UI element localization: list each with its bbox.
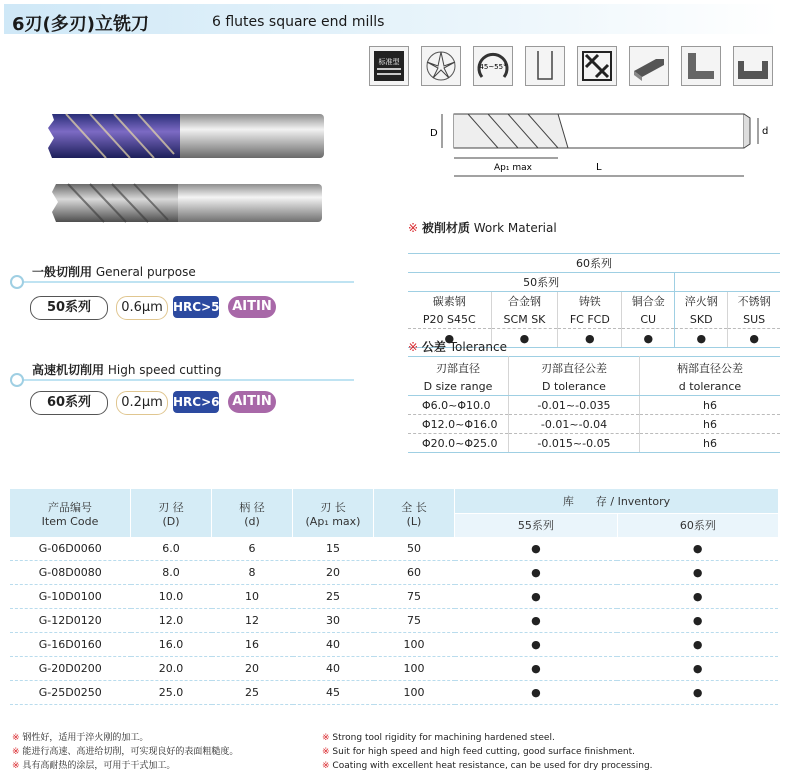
cell-d: 8.0 [131,561,212,585]
tol-header-cn: 刃部直径公差 [509,357,640,378]
cell-item-code: G-20D0200 [10,657,131,681]
material-col-code: SKD [675,310,728,329]
tol-cell: Φ12.0~Φ16.0 [408,415,509,434]
cell-inv-55: ● [455,561,618,585]
cutting-mode-icon [577,46,617,86]
material-title-en: Work Material [473,221,557,235]
general-label-cn: 一般切削用 [32,265,93,279]
hardness-badge: HRC>50 [173,296,219,318]
cell-shank: 12 [212,609,293,633]
tolerance-mark: ※ [408,340,419,354]
slotting-icon [629,46,669,86]
tolerance-title-en: Tolerance [449,340,507,354]
cell-d: 25.0 [131,681,212,705]
tol-cell: h6 [640,396,781,415]
cell-inv-60: ● [617,657,778,681]
cell-shank: 20 [212,657,293,681]
cell-shank: 10 [212,585,293,609]
coating-type-badge-60: AITIN [228,391,276,413]
material-col-code: CU [622,310,675,329]
cell-length: 15 [293,537,374,561]
material-title-cn: 被削材质 [421,221,470,235]
table-row [10,585,778,609]
highspeed-label-cn: 高速机切削用 [32,363,105,377]
footnote-en-text: Suit for high speed and high feed cutting, good surface finishment. [332,747,636,757]
cell-inv-55: ● [455,681,618,705]
tool-image-uncoated [52,180,324,226]
tool-image-coated [46,108,326,164]
helix-45-55-icon [473,46,513,86]
series-50-badge: 50系列 [30,296,108,320]
coating-type-badge: AITIN [228,296,276,318]
product-table [10,489,778,705]
cell-d: 16.0 [131,633,212,657]
cell-shank: 6 [212,537,293,561]
hardness-badge-60: HRC>60 [173,391,219,413]
col-total-cn: 全 长 [401,500,427,514]
cell-d: 12.0 [131,609,212,633]
cell-inv-60: ● [617,537,778,561]
tol-cell: h6 [640,434,781,453]
coating-thickness-badge: 0.6μm [116,296,168,320]
general-divider [22,281,354,283]
cell-inv-60: ● [617,561,778,585]
foot-mark: ※ [12,733,20,743]
footnote-cn [12,745,238,759]
dim-d-label: d [762,126,769,137]
material-dot: ● [558,329,622,348]
material-dot: ● [408,329,491,348]
footnote-en [322,759,653,773]
table-row [10,561,778,585]
cell-item-code: G-16D0160 [10,633,131,657]
col-inventory-60: 60系列 [617,513,778,537]
title-bar [4,4,780,34]
cell-inv-55: ● [455,657,618,681]
material-dot: ● [622,329,675,348]
material-header-60: 60系列 [408,254,780,273]
table-row [10,537,778,561]
cell-inv-60: ● [617,585,778,609]
tolerance-table [408,356,780,453]
cell-total: 100 [374,681,455,705]
cell-length: 40 [293,657,374,681]
page-subtitle: 6 flutes square end mills [212,14,385,30]
col-d-en: (D) [162,514,180,528]
tol-header-en: D size range [408,377,509,396]
footnote-cn-text: 钢性好，适用于淬火刚的加工。 [22,733,149,743]
col-item-code-en: Item Code [41,514,99,528]
footnotes-cn [12,731,238,773]
cell-d: 20.0 [131,657,212,681]
cell-length: 45 [293,681,374,705]
table-row [10,609,778,633]
tol-cell: -0.01~-0.04 [509,415,640,434]
tol-header-cn: 刃部直径 [408,357,509,378]
col-shank [212,489,293,537]
cell-item-code: G-12D0120 [10,609,131,633]
side-milling-icon [681,46,721,86]
cell-total: 75 [374,609,455,633]
cell-shank: 8 [212,561,293,585]
material-col-code: SCM SK [491,310,558,329]
tol-header-cn: 柄部直径公差 [640,357,781,378]
coating-thickness-badge-60: 0.2μm [116,391,168,415]
footnote-cn-text: 具有高耐热的涂层，可用于干式加工。 [22,761,176,771]
cell-length: 40 [293,633,374,657]
col-shank-en: (d) [244,514,260,528]
footnote-en-text: Strong tool rigidity for machining hardened steel. [332,733,555,743]
tol-header-en: D tolerance [509,377,640,396]
footnote-en-text: Coating with excellent heat resistance, can be used for dry processing. [332,761,653,771]
cell-shank: 16 [212,633,293,657]
cell-d: 6.0 [131,537,212,561]
material-col-code: FC FCD [558,310,622,329]
cell-inv-55: ● [455,537,618,561]
page-title: 6刃(多刃)立铣刀 [12,14,149,35]
foot-mark: ※ [322,761,330,771]
material-dot: ● [491,329,558,348]
table-row [10,681,778,705]
cell-total: 50 [374,537,455,561]
tolerance-title [408,338,507,355]
general-label-en: General purpose [95,265,196,279]
cell-item-code: G-25D0250 [10,681,131,705]
table-row [10,657,778,681]
high-speed-label [32,361,221,378]
material-col-cn: 合金钢 [491,292,558,311]
material-col-code: P20 S45C [408,310,491,329]
foot-mark: ※ [12,761,20,771]
dimension-drawing [428,104,778,184]
general-purpose-label [32,263,196,280]
col-total [374,489,455,537]
col-length [293,489,374,537]
col-inventory-55: 55系列 [455,513,618,537]
cell-inv-60: ● [617,633,778,657]
cell-item-code: G-06D0060 [10,537,131,561]
col-d [131,489,212,537]
footnote-cn [12,759,238,773]
col-item-code [10,489,131,537]
cell-item-code: G-08D0080 [10,561,131,585]
cell-inv-60: ● [617,609,778,633]
cell-inv-55: ● [455,585,618,609]
tol-cell: Φ6.0~Φ10.0 [408,396,509,415]
dim-ap-label: Ap₁ max [494,163,532,173]
standard-type-icon [369,46,409,86]
cell-total: 60 [374,561,455,585]
work-material-title [408,219,557,236]
col-shank-cn: 柄 径 [239,500,265,514]
cell-total: 100 [374,633,455,657]
tol-header-en: d tolerance [640,377,781,396]
square-end-icon [525,46,565,86]
dim-D-label: D [430,128,438,139]
six-flute-section-icon [421,46,461,86]
tol-cell: -0.015~-0.05 [509,434,640,453]
cell-length: 30 [293,609,374,633]
footnote-en [322,731,653,745]
tol-cell: h6 [640,415,781,434]
cell-length: 25 [293,585,374,609]
material-col-cn: 淬火钢 [675,292,728,311]
col-length-cn: 刃 长 [320,500,346,514]
tol-cell: Φ20.0~Φ25.0 [408,434,509,453]
highspeed-bullet [10,373,24,387]
col-d-cn: 刃 径 [158,500,184,514]
work-material-table [408,253,780,348]
material-col-cn: 铜合金 [622,292,675,311]
cell-total: 100 [374,657,455,681]
table-row [10,633,778,657]
material-header-50: 50系列 [408,273,675,292]
material-col-cn: 碳素钢 [408,292,491,311]
dim-L-label: L [596,162,602,173]
standard-type-label: 标准型 [378,58,400,66]
material-mark: ※ [408,221,419,235]
cell-shank: 25 [212,681,293,705]
material-col-cn: 不锈钢 [737,295,771,308]
series-60-badge: 60系列 [30,391,108,415]
cell-inv-55: ● [455,633,618,657]
tolerance-title-cn: 公差 [421,340,446,354]
foot-mark: ※ [12,747,20,757]
material-dot: ● [728,329,780,348]
col-inventory: 库 存 / Inventory [455,489,779,513]
cell-inv-55: ● [455,609,618,633]
cell-total: 75 [374,585,455,609]
col-length-en: (Ap₁ max) [305,514,361,528]
cell-item-code: G-10D0100 [10,585,131,609]
material-col-cn: 铸铁 [558,292,622,311]
footnote-en [322,745,653,759]
col-total-en: (L) [406,514,422,528]
cell-inv-60: ● [617,681,778,705]
pocket-milling-icon [733,46,773,86]
general-bullet [10,275,24,289]
tol-cell: -0.01~-0.035 [509,396,640,415]
cell-d: 10.0 [131,585,212,609]
highspeed-divider [22,379,354,381]
helix-angle-label: 45~55° [479,63,507,71]
footnote-cn [12,731,238,745]
foot-mark: ※ [322,733,330,743]
col-item-code-cn: 产品编号 [48,500,92,514]
footnotes-en [322,731,653,773]
material-col-code: SUS [728,310,780,329]
cell-length: 20 [293,561,374,585]
foot-mark: ※ [322,747,330,757]
material-dot: ● [675,329,728,348]
highspeed-label-en: High speed cutting [107,363,222,377]
footnote-cn-text: 能进行高速、高进给切削，可实现良好的表面粗糙度。 [22,747,239,757]
